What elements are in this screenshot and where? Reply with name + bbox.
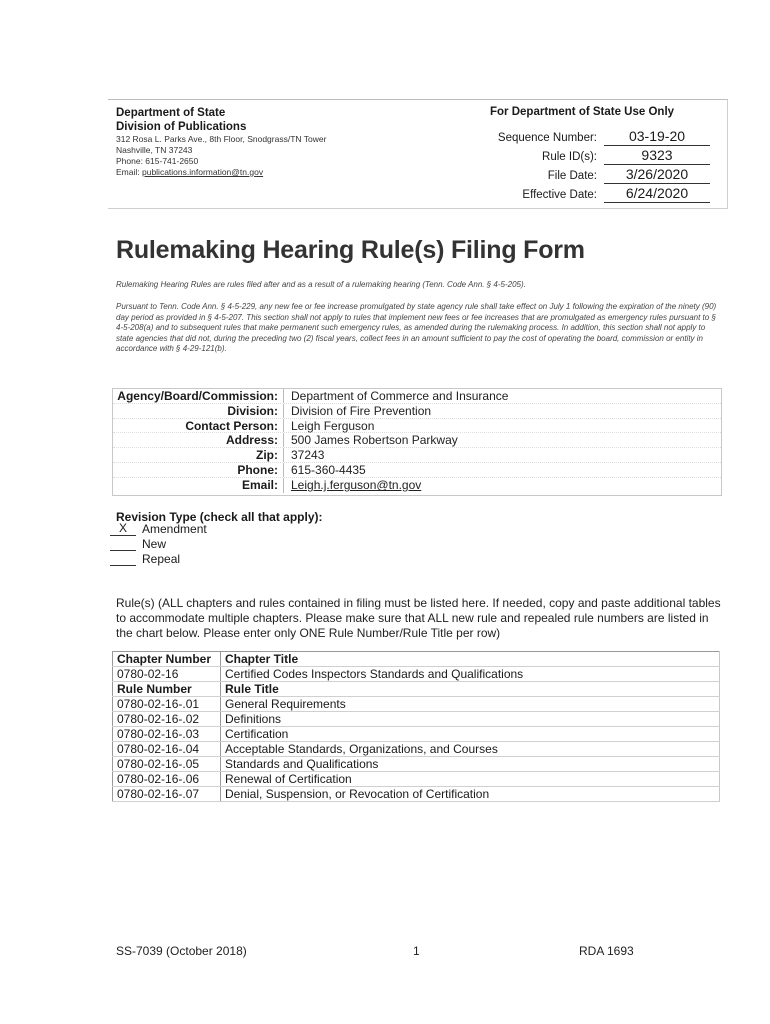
amendment-checkmark[interactable]: X — [110, 522, 136, 536]
phone-label: Phone: — [237, 462, 278, 477]
table-row — [113, 772, 720, 787]
page-number: 1 — [413, 944, 420, 958]
form-id: SS-7039 (October 2018) — [116, 944, 247, 958]
form-title: Rulemaking Hearing Rule(s) Filing Form — [116, 236, 585, 264]
state-use-title: For Department of State Use Only — [490, 106, 675, 118]
file-date-label: File Date: — [547, 170, 597, 182]
chapter-title-header: Chapter Title — [221, 652, 720, 667]
sequence-number-value: 03-19-20 — [604, 128, 710, 146]
table-row — [113, 757, 720, 772]
table-row — [113, 742, 720, 757]
amendment-label: Amendment — [142, 522, 207, 536]
chapter-title: Certified Codes Inspectors Standards and Qualifications — [221, 667, 720, 682]
rule-title: General Requirements — [221, 697, 720, 712]
revision-repeal — [110, 552, 180, 566]
org-division: Division of Publications — [116, 121, 247, 133]
contact-row — [113, 419, 721, 434]
effective-date-row — [490, 184, 722, 203]
address-line-1: 312 Rosa L. Parks Ave., 8th Floor, Snodgrass/TN Tower — [116, 134, 327, 144]
rules-instructions: Rule(s) (ALL chapters and rules contained in filing must be listed here. If needed, copy and paste additional tables to accommodate multiple chapters. Please make sure that ALL new rule and repealed rule numbers are listed in the chart below. Please enter only ONE Rule Number/Rule Title per row) — [116, 596, 721, 640]
revision-type-title: Revision Type (check all that apply): — [116, 510, 323, 524]
rule-number: 0780-02-16-.05 — [113, 757, 221, 772]
new-checkmark[interactable] — [110, 550, 136, 551]
agency-value: Department of Commerce and Insurance — [291, 388, 509, 403]
zip-label: Zip: — [256, 448, 278, 463]
agency-info-table — [112, 388, 722, 496]
rule-title: Definitions — [221, 712, 720, 727]
address-line-2: Nashville, TN 37243 — [116, 145, 193, 155]
address-label: Address: — [225, 433, 278, 448]
rule-header-row — [113, 682, 720, 697]
zip-row — [113, 448, 721, 463]
rule-id-label: Rule ID(s): — [542, 151, 597, 163]
rule-number: 0780-02-16-.06 — [113, 772, 221, 787]
repeal-label: Repeal — [142, 552, 181, 566]
phone-value: 615-360-4435 — [291, 462, 366, 477]
chapter-row — [113, 667, 720, 682]
contact-value: Leigh Ferguson — [291, 418, 375, 433]
sequence-number-label: Sequence Number: — [497, 132, 597, 144]
email-line — [116, 167, 416, 178]
repeal-checkmark[interactable] — [110, 565, 136, 566]
email-row — [113, 478, 721, 493]
table-row — [113, 787, 720, 802]
rule-id-row — [490, 146, 722, 165]
rule-title: Renewal of Certification — [221, 772, 720, 787]
rule-id-value: 9323 — [604, 147, 710, 165]
email-label: Email: — [116, 167, 142, 177]
effective-date-value: 6/24/2020 — [604, 185, 710, 203]
publisher-block — [116, 106, 416, 178]
fee-notice: Pursuant to Tenn. Code Ann. § 4-5-229, any new fee or fee increase promulgated by state agency rule shall take effect on July 1 following the expiration of the ninety (90) day period as provided in § 4-5-207. This section shall not apply to rules that implement new fees or fee increases that are promulgated as emergency rules pursuant to § 4-5-208(a) and to subsequent rules that make permanent such emergency rules, as amended during the rulemaking process. In addition, this section shall not apply to state agencies that did not, during the preceding two (2) fiscal years, collect fees in an amount sufficient to pay the cost of operating the board, commission or entity in accordance with § 4-29-121(b). — [116, 302, 717, 353]
division-label: Division: — [227, 403, 278, 418]
phone-row — [113, 463, 721, 478]
revision-new — [110, 537, 166, 551]
publications-email-link[interactable]: publications.information@tn.gov — [141, 167, 264, 177]
file-date-row — [490, 165, 722, 184]
rules-table — [112, 651, 720, 802]
state-use-block — [490, 106, 722, 203]
division-row — [113, 404, 721, 419]
agency-row — [113, 389, 721, 404]
rule-number: 0780-02-16-.02 — [113, 712, 221, 727]
rule-title: Certification — [221, 727, 720, 742]
table-row — [113, 712, 720, 727]
rule-number: 0780-02-16-.07 — [113, 787, 221, 802]
email-label: Email: — [241, 478, 278, 493]
division-value: Division of Fire Prevention — [291, 403, 432, 418]
rule-number-header: Rule Number — [113, 682, 221, 697]
effective-date-label: Effective Date: — [522, 189, 597, 201]
rule-title: Acceptable Standards, Organizations, and Courses — [221, 742, 720, 757]
rda-number: RDA 1693 — [579, 944, 634, 958]
new-label: New — [142, 537, 167, 551]
phone-line: Phone: 615-741-2650 — [116, 156, 199, 166]
rule-number: 0780-02-16-.01 — [113, 697, 221, 712]
revision-amendment — [110, 522, 207, 536]
contact-email-link[interactable]: Leigh.j.ferguson@tn.gov — [291, 478, 422, 493]
rule-title-header: Rule Title — [221, 682, 720, 697]
zip-value: 37243 — [291, 448, 325, 463]
org-name: Department of State — [116, 107, 226, 119]
sequence-number-row — [490, 127, 722, 146]
address-row — [113, 433, 721, 448]
table-row — [113, 727, 720, 742]
form-subtitle: Rulemaking Hearing Rules are rules filed after and as a result of a rulemaking hearing (Tenn. Code Ann. § 4-5-205). — [116, 280, 526, 289]
chapter-number: 0780-02-16 — [113, 667, 221, 682]
rule-number: 0780-02-16-.04 — [113, 742, 221, 757]
address-value: 500 James Robertson Parkway — [291, 433, 458, 448]
rule-number: 0780-02-16-.03 — [113, 727, 221, 742]
chapter-number-header: Chapter Number — [113, 652, 221, 667]
contact-label: Contact Person: — [185, 418, 278, 433]
rule-title: Denial, Suspension, or Revocation of Certification — [221, 787, 720, 802]
table-row — [113, 697, 720, 712]
file-date-value: 3/26/2020 — [604, 166, 710, 184]
chapter-header-row — [113, 652, 720, 667]
rule-title: Standards and Qualifications — [221, 757, 720, 772]
agency-label: Agency/Board/Commission: — [117, 388, 278, 403]
